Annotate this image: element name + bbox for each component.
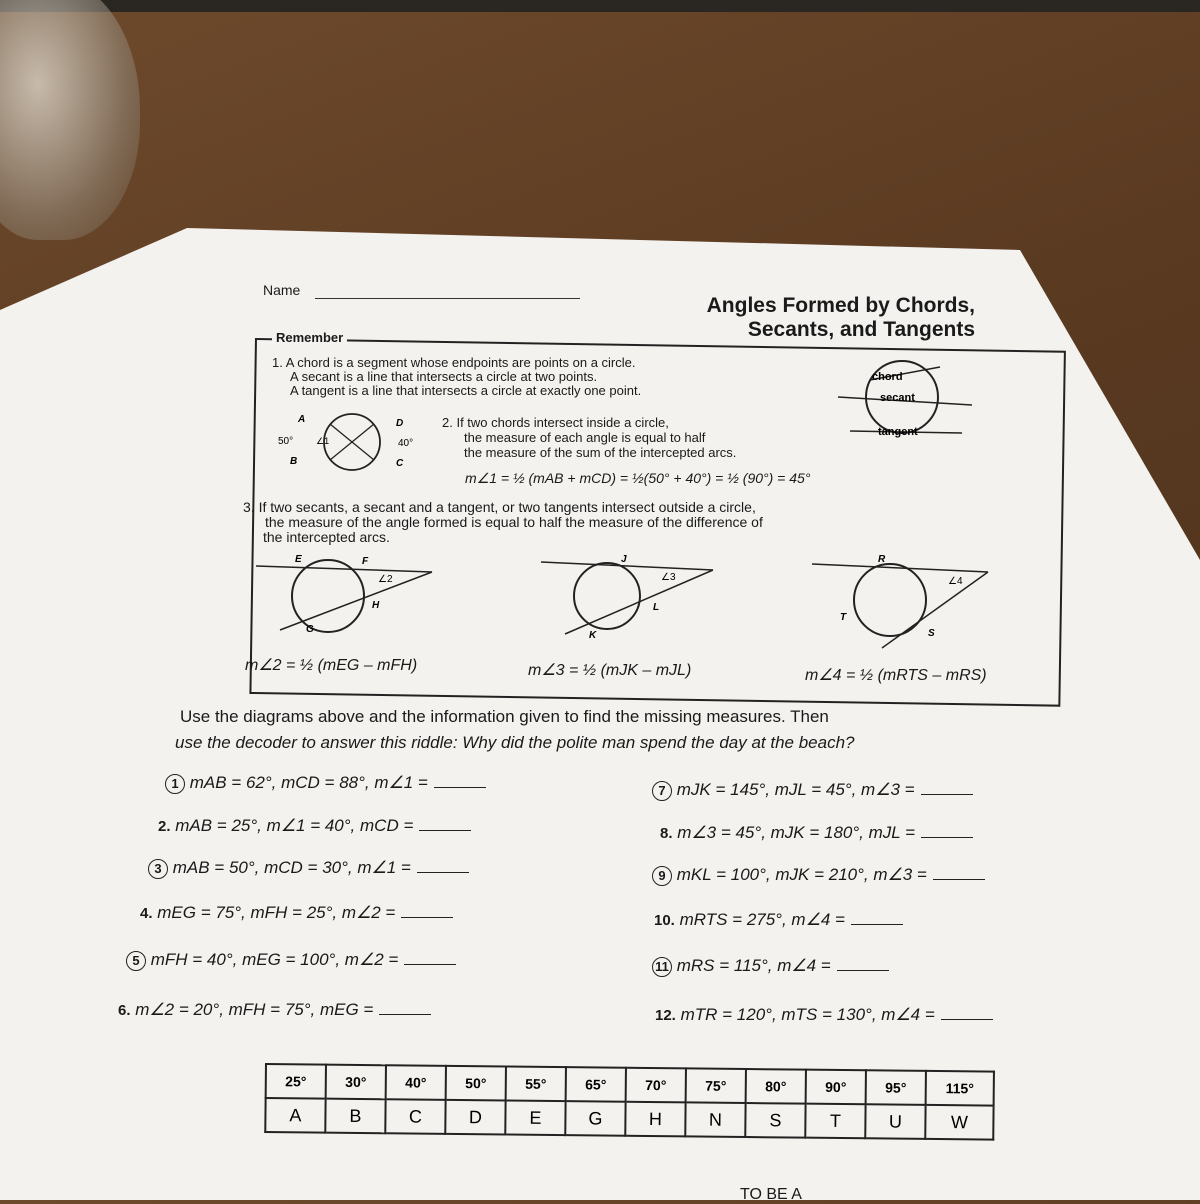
problem-text: mRTS = 275°, m∠4 =: [679, 910, 845, 929]
problem-5: [126, 950, 456, 971]
secant-ef: [256, 566, 432, 572]
label-b: B: [290, 456, 298, 467]
problem-number: 5: [126, 951, 146, 971]
secant-tangent-diagram: [535, 552, 725, 642]
problem-text: mJK = 145°, mJL = 45°, m∠3 =: [676, 780, 915, 799]
answer-blank[interactable]: [921, 823, 973, 838]
decoder-letter: E: [505, 1101, 565, 1136]
label-s: S: [928, 628, 935, 639]
problem-number: 11: [652, 957, 672, 977]
problem-text: mAB = 50°, mCD = 30°, m∠1 =: [172, 858, 411, 877]
circle: [574, 563, 640, 629]
label-g: G: [306, 624, 314, 635]
label-r: R: [878, 554, 886, 565]
decoder-letter: W: [925, 1105, 993, 1140]
answer-blank[interactable]: [933, 865, 985, 880]
name-line: [315, 298, 580, 299]
answer-blank[interactable]: [379, 1000, 431, 1015]
problem-number: 10.: [654, 912, 675, 929]
answer-blank[interactable]: [417, 858, 469, 873]
problem-11: [652, 956, 889, 977]
intersecting-chords-diagram: [272, 412, 432, 474]
decoder-letter: N: [685, 1102, 745, 1137]
answer-blank[interactable]: [921, 780, 973, 795]
answer-blank[interactable]: [851, 910, 903, 925]
label-h: H: [372, 600, 380, 611]
label-a: A: [298, 414, 306, 425]
problem-12: [655, 1005, 993, 1025]
problem-text: mRS = 115°, m∠4 =: [676, 956, 831, 975]
rule1-line3: A tangent is a line that intersects a circle at exactly one point.: [290, 383, 642, 398]
problem-text: mEG = 75°, mFH = 25°, m∠2 =: [157, 903, 396, 922]
problem-text: m∠2 = 20°, mFH = 75°, mEG =: [135, 1000, 374, 1019]
decoder-value: 65°: [566, 1067, 626, 1102]
decoder-letter: G: [565, 1101, 625, 1136]
label-j: J: [621, 554, 627, 565]
problem-text: m∠3 = 45°, mJK = 180°, mJL =: [677, 823, 916, 842]
decoder-value: 50°: [446, 1066, 506, 1101]
problem-number: 12.: [655, 1007, 676, 1024]
problem-text: mTR = 120°, mTS = 130°, m∠4 =: [680, 1005, 935, 1024]
angle-3: ∠3: [661, 572, 676, 583]
problem-4: [140, 903, 453, 923]
problem-text: mKL = 100°, mJK = 210°, m∠3 =: [676, 865, 927, 884]
problem-1: [165, 773, 486, 794]
rule3-line3: the intercepted arcs.: [263, 529, 390, 545]
label-t: T: [840, 612, 847, 623]
decoder-value: 55°: [506, 1067, 566, 1102]
decoder-letter: C: [385, 1099, 445, 1134]
remember-label: Remember: [272, 330, 347, 345]
decoder-letter: B: [325, 1099, 385, 1134]
arc-50: 50°: [278, 436, 294, 447]
decoder-letters-row: [265, 1098, 993, 1140]
angle-2: ∠2: [378, 574, 393, 585]
decoder-letter: U: [865, 1104, 925, 1139]
answer-blank[interactable]: [941, 1005, 993, 1020]
label-d: D: [396, 418, 404, 429]
problem-7: [652, 780, 973, 801]
problem-6: [118, 1000, 431, 1020]
circle: [854, 564, 926, 636]
rule3-line2: the measure of the angle formed is equal to half the measure of the difference of: [265, 514, 763, 530]
problem-number: 4.: [140, 905, 153, 922]
secant-gh: [280, 572, 432, 630]
dark-edge: [0, 0, 1200, 12]
problem-number: 3: [148, 859, 168, 879]
decoder-value: 40°: [386, 1065, 446, 1100]
two-secants-diagram: [250, 552, 440, 642]
chord-label: chord: [872, 371, 903, 383]
angle-4: ∠4: [948, 576, 963, 587]
problem-2: [158, 816, 471, 836]
problem-text: mAB = 25°, m∠1 = 40°, mCD =: [175, 816, 414, 835]
problem-number: 6.: [118, 1002, 131, 1019]
instructions-line1: Use the diagrams above and the information given to find the missing measures. Then: [180, 707, 829, 726]
decoder-value: 90°: [806, 1070, 866, 1105]
rule1-line1: 1. A chord is a segment whose endpoints are points on a circle.: [272, 355, 636, 370]
label-l: L: [653, 602, 660, 613]
rule1-line2: A secant is a line that intersects a circle at two points.: [290, 369, 598, 384]
title-line-1: Angles Formed by Chords,: [706, 294, 975, 317]
decoder-letter: D: [445, 1100, 505, 1135]
title-line-2: Secants, and Tangents: [747, 318, 975, 341]
formula-angle3: m∠3 = ½ (mJK – mJL): [528, 662, 692, 679]
problem-8: [660, 823, 973, 843]
label-k: K: [589, 630, 597, 641]
formula-angle4: m∠4 = ½ (mRTS – mRS): [805, 667, 987, 684]
decoder-table: [264, 1063, 995, 1141]
water-bottle: [0, 0, 140, 240]
answer-blank[interactable]: [837, 956, 889, 971]
secant-kl: [565, 570, 713, 634]
tangent-s: [882, 572, 988, 648]
problem-10: [654, 910, 903, 930]
decoder-letter: H: [625, 1102, 685, 1137]
decoder-value: 95°: [866, 1070, 926, 1105]
decoder-letter: A: [265, 1098, 325, 1133]
problem-text: mFH = 40°, mEG = 100°, m∠2 =: [150, 950, 399, 969]
two-tangents-diagram: [808, 552, 1008, 652]
decoder-value: 70°: [626, 1068, 686, 1103]
secant-label: secant: [880, 392, 915, 404]
chord-secant-tangent-diagram: [830, 355, 980, 445]
label-c: C: [396, 458, 404, 469]
decoder-value: 75°: [686, 1068, 746, 1103]
problem-text: mAB = 62°, mCD = 88°, m∠1 =: [189, 773, 428, 792]
problem-number: 1: [165, 774, 185, 794]
decoder-value: 30°: [326, 1065, 386, 1100]
arc-40: 40°: [398, 438, 414, 449]
problem-number: 8.: [660, 825, 673, 842]
answer-blank[interactable]: [434, 773, 486, 788]
rule2-line1: 2. If two chords intersect inside a circle,: [442, 415, 669, 430]
problem-3: [148, 858, 469, 879]
instructions-line2: use the decoder to answer this riddle: Why did the polite man spend the day at the beach?: [175, 733, 855, 752]
problem-number: 9: [652, 866, 672, 886]
rule2-line3: the measure of the sum of the intercepted arcs.: [464, 445, 737, 460]
answer-blank[interactable]: [419, 816, 471, 831]
decoder-value: 115°: [926, 1071, 994, 1106]
problem-number: 7: [652, 781, 672, 801]
footer-text: TO BE A: [740, 1186, 802, 1203]
label-e: E: [295, 554, 302, 565]
decoder-value: 25°: [266, 1064, 326, 1099]
tangent-label: tangent: [878, 426, 918, 438]
decoder-value: 80°: [746, 1069, 806, 1104]
problem-number: 2.: [158, 818, 171, 835]
angle-1: ∠1: [316, 436, 330, 446]
answer-blank[interactable]: [401, 903, 453, 918]
answer-blank[interactable]: [404, 950, 456, 965]
rule2-formula: m∠1 = ½ (mAB + mCD) = ½(50° + 40°) = ½ (90°) = 45°: [465, 470, 811, 486]
rule3-line1: 3. If two secants, a secant and a tangent, or two tangents intersect outside a circle,: [243, 499, 756, 515]
formula-angle2: m∠2 = ½ (mEG – mFH): [245, 657, 418, 674]
problem-9: [652, 865, 985, 886]
decoder-letter: T: [805, 1104, 865, 1139]
name-label: Name: [263, 282, 301, 298]
rule2-line2: the measure of each angle is equal to half: [464, 430, 706, 445]
label-f: F: [362, 556, 369, 567]
decoder-letter: S: [745, 1103, 805, 1138]
page-title: [600, 294, 975, 342]
